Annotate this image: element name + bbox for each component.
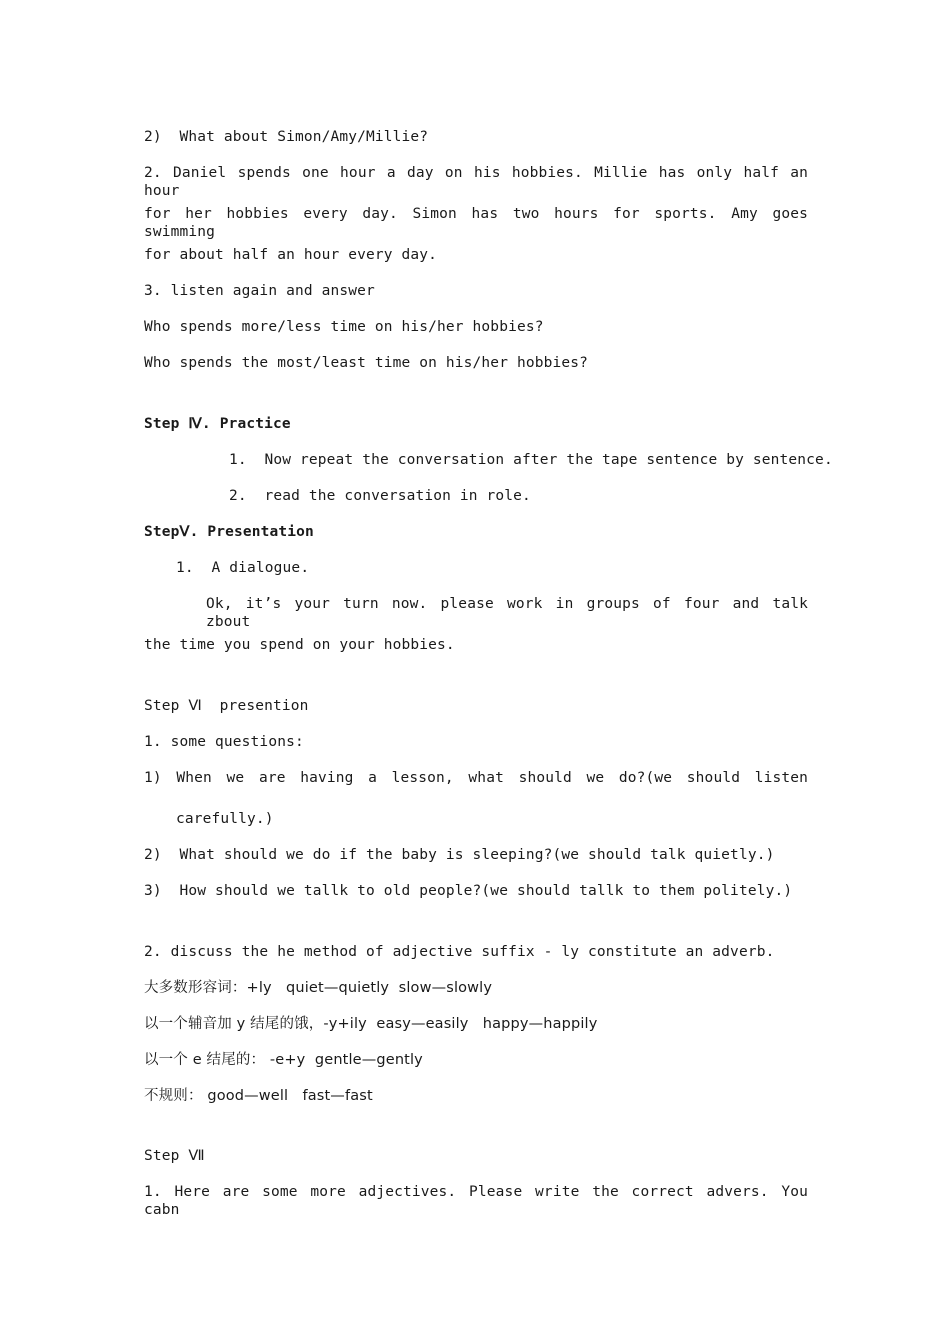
- text-line: 以一个辅音加 y 结尾的饿，-y+ily easy—easily happy—happily: [144, 1016, 598, 1032]
- text-line: for about half an hour every day.: [144, 247, 438, 263]
- section-heading: Step Ⅵ presention: [144, 698, 309, 714]
- text-line: 以一个 e 结尾的： -e+y gentle—gently: [144, 1052, 423, 1068]
- list-item: 1) When we are having a lesson, what should we do?(we should listen: [144, 770, 808, 786]
- list-item: 3) How should we tallk to old people?(we should tallk to them politely.): [144, 883, 793, 899]
- list-item: 2. read the conversation in role.: [229, 488, 531, 504]
- text-line: 1. Here are some more adjectives. Please write the correct advers. You cabn: [144, 1184, 808, 1218]
- list-item: 1. Now repeat the conversation after the tape sentence by sentence.: [229, 452, 833, 468]
- text-line: Who spends more/less time on his/her hobbies?: [144, 319, 544, 335]
- text-line: 大多数形容词：+ly quiet—quietly slow—slowly: [144, 980, 493, 996]
- text-line: Who spends the most/least time on his/her hobbies?: [144, 355, 588, 371]
- text-line: 1. some questions:: [144, 734, 304, 750]
- list-item-continuation: carefully.): [176, 811, 274, 827]
- text-line: for her hobbies every day. Simon has two hours for sports. Amy goes swimming: [144, 206, 808, 240]
- text-line: 2. Daniel spends one hour a day on his hobbies. Millie has only half an hour: [144, 165, 808, 199]
- section-heading: Step Ⅳ. Practice: [144, 416, 291, 432]
- section-heading: Step Ⅶ: [144, 1148, 205, 1164]
- list-item: 1. A dialogue.: [176, 560, 310, 576]
- text-line: the time you spend on your hobbies.: [144, 637, 455, 653]
- section-heading: StepⅤ. Presentation: [144, 524, 314, 540]
- list-item: 2) What should we do if the baby is sleeping?(we should talk quietly.): [144, 847, 775, 863]
- text-line: 2) What about Simon/Amy/Millie?: [144, 129, 429, 145]
- text-line: 2. discuss the he method of adjective suffix - ly constitute an adverb.: [144, 944, 775, 960]
- text-line: 3. listen again and answer: [144, 283, 375, 299]
- text-line: Ok, it’s your turn now. please work in groups of four and talk zbout: [206, 596, 808, 630]
- text-line: 不规则： good—well fast—fast: [144, 1088, 373, 1104]
